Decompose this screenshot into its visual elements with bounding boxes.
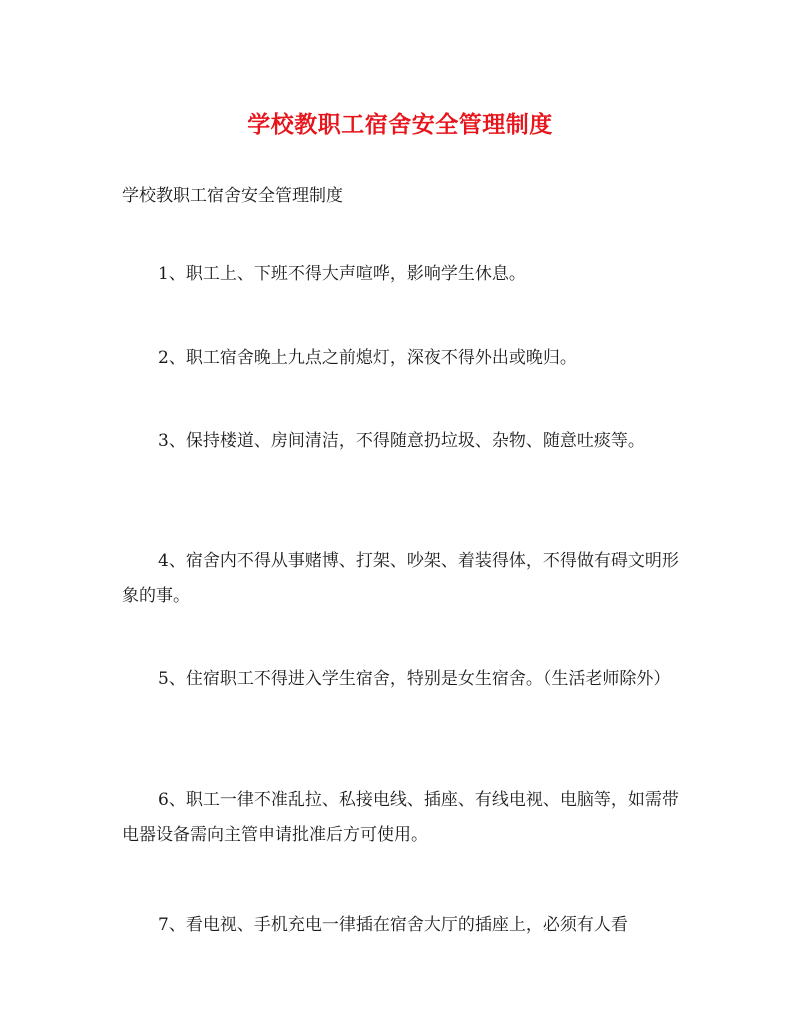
rule-paragraph-1: 1、职工上、下班不得大声喧哗，影响学生休息。 <box>158 264 526 284</box>
document-subtitle: 学校教职工宿舍安全管理制度 <box>122 186 343 206</box>
rule-paragraph-7: 7、看电视、手机充电一律插在宿舍大厅的插座上，必须有人看 <box>158 915 628 935</box>
rule-paragraph-3: 3、保持楼道、房间清洁，不得随意扔垃圾、杂物、随意吐痰等。 <box>158 431 645 451</box>
rule-paragraph-6: 6、职工一律不准乱拉、私接电线、插座、有线电视、电脑等，如需带电器设备需向主管申请批准后方可使用。 <box>122 790 679 845</box>
document-title: 学校教职工宿舍安全管理制度 <box>247 111 553 138</box>
rule-paragraph-2: 2、职工宿舍晚上九点之前熄灯，深夜不得外出或晚归。 <box>158 348 577 368</box>
rule-paragraph-5: 5、住宿职工不得进入学生宿舍，特别是女生宿舍。（生活老师除外） <box>158 669 671 689</box>
rule-paragraph-4: 4、宿舍内不得从事赌博、打架、吵架、着装得体，不得做有碍文明形象的事。 <box>122 551 679 606</box>
